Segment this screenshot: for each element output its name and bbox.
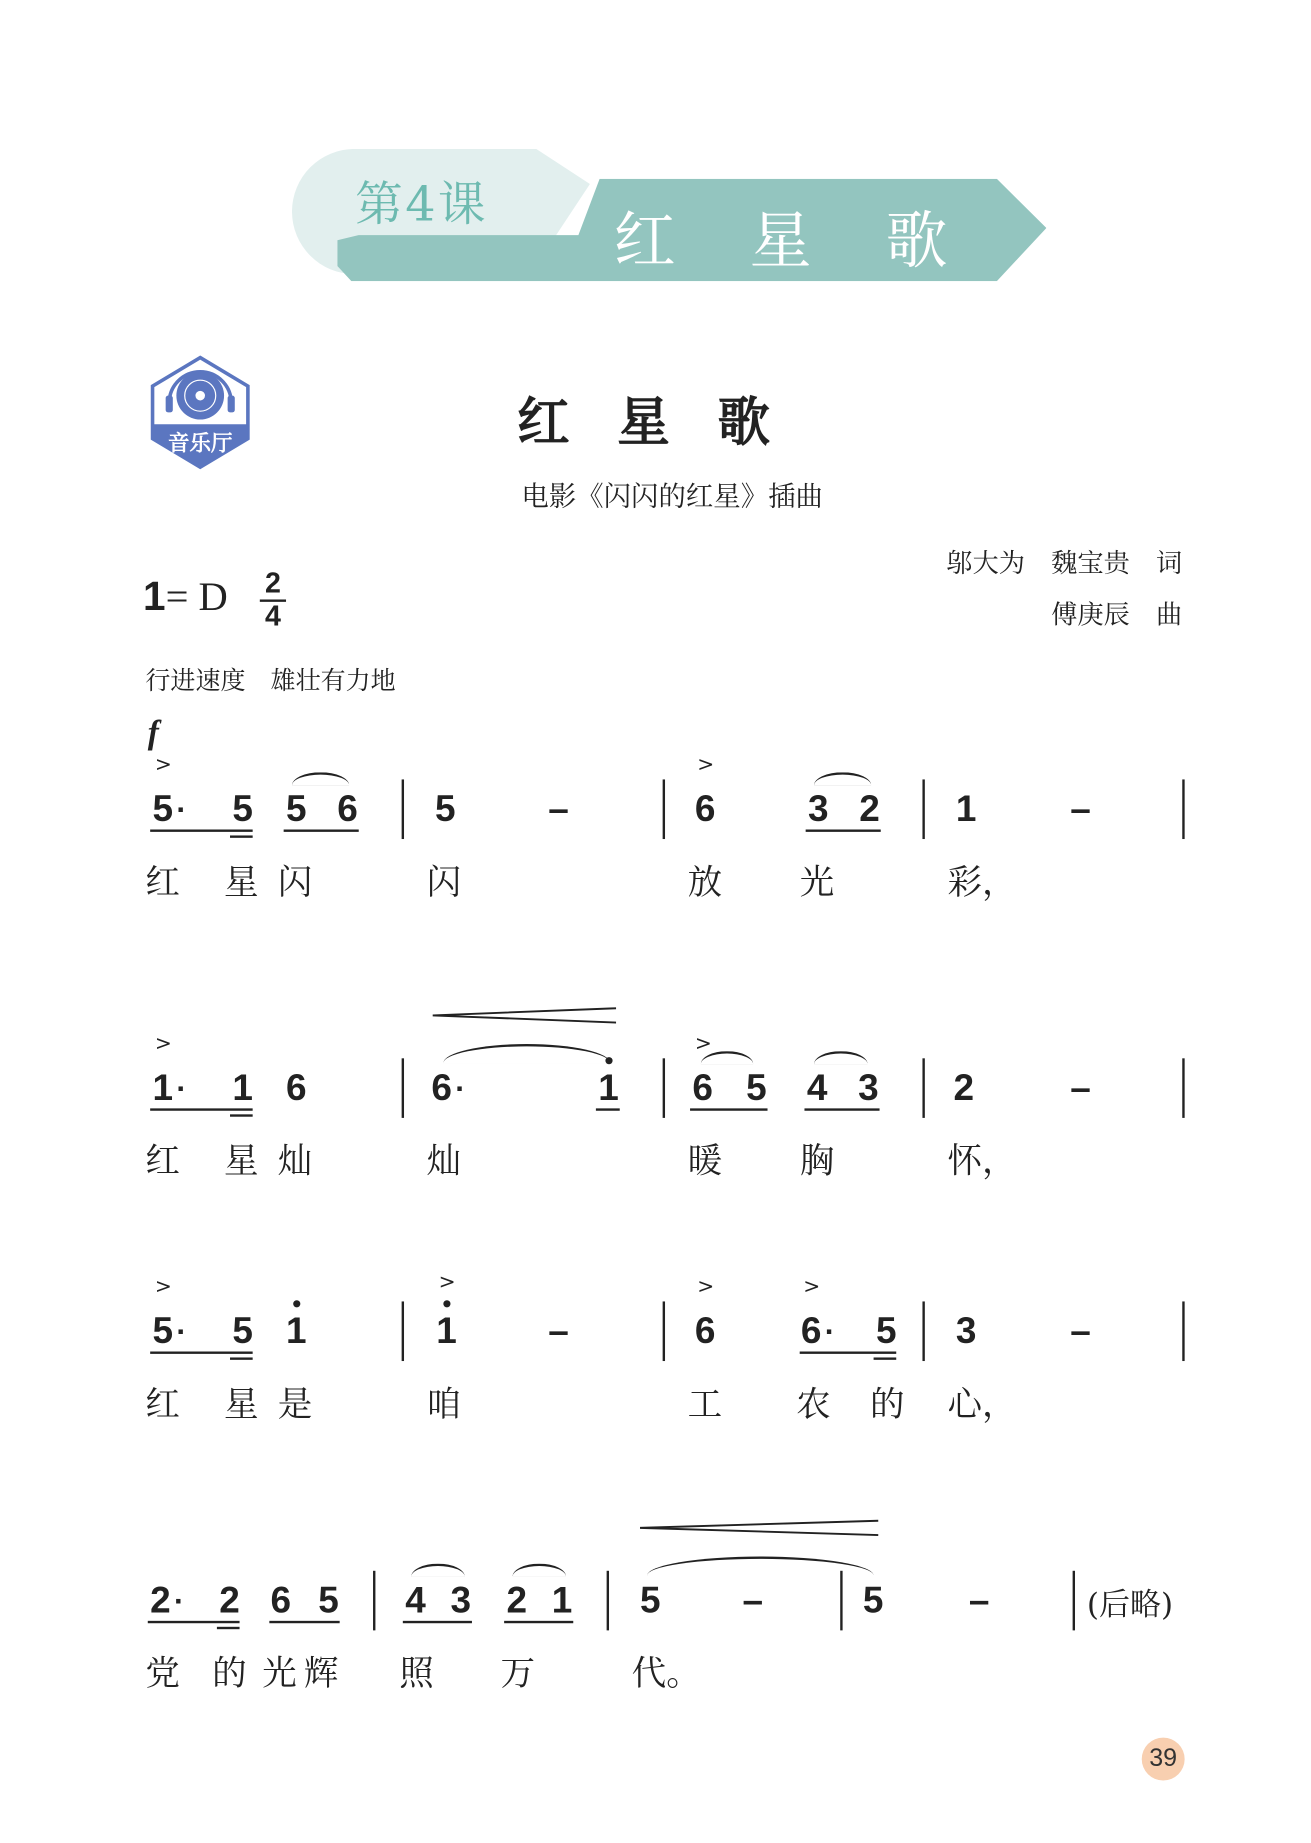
key-tonic: 1 [143,574,166,620]
underline-beam [150,829,252,831]
barline [922,1301,924,1361]
lyric: 代。 [631,1653,701,1694]
lyric: 放 [687,861,723,903]
lyric: 光 [262,1653,297,1694]
accent-mark: > [694,1032,712,1056]
underline-beam [150,1108,252,1110]
lyric: 彩， [947,861,1017,903]
barline [402,1058,404,1118]
key-name: = D [165,575,228,620]
lyric: 光 [799,861,835,903]
augmentation-dot: · [176,791,187,828]
barline [1182,1058,1184,1118]
note: 3 [858,1066,879,1109]
lyric: 照 [399,1653,434,1694]
lyricist-credit: 邬大为 魏宝贵 词 [946,549,1183,580]
accent-mark: > [697,1275,715,1300]
note: 4 [806,1066,828,1109]
note: 1 [232,1066,253,1109]
lyric: 的 [870,1383,905,1425]
barline [663,1301,665,1361]
accent-mark: > [154,753,172,778]
underline-beam [874,1357,897,1359]
augmentation-dot: · [176,1070,187,1106]
note: 5 [875,1309,897,1352]
underline-beam [690,1108,767,1110]
time-bottom: 4 [264,600,281,633]
slur [512,1564,566,1577]
accent-mark: > [154,1275,172,1300]
augmentation-dot: · [455,1070,466,1106]
lyric: 闪 [277,861,313,903]
note: 1 [152,1066,174,1109]
augmentation-dot: · [176,1313,187,1350]
note: 1 [955,787,977,830]
underline-beam [800,1352,897,1354]
lesson-number: 第4课 [355,177,488,233]
lyric: 咱 [426,1383,462,1425]
note: 5 [232,1309,253,1352]
underline-beam [150,1352,252,1354]
slur [814,1051,868,1064]
composer-credit: 傅庚辰 曲 [1051,600,1183,631]
time-signature [260,567,286,633]
song-subtitle: 电影《闪闪的红星》插曲 [521,481,823,513]
accent-mark: > [154,1032,172,1056]
slur [814,772,871,785]
note: 4 [405,1579,426,1621]
note: 5 [746,1066,767,1109]
slur [411,1564,465,1577]
lyric: 农 [796,1383,831,1425]
note: 6 [337,787,358,830]
underline-beam [230,1114,253,1116]
sustain-dash: – [548,787,569,830]
note: 2 [219,1579,240,1621]
note: 3 [808,787,829,830]
note: 3 [955,1309,977,1352]
lyric: 星 [224,1140,259,1182]
lyric: 胸 [799,1140,835,1182]
barline [1073,1571,1075,1631]
lyric: 万 [500,1653,536,1694]
key-signature [143,574,228,620]
note: 5 [286,787,307,830]
dynamic-forte: f [147,715,159,753]
lyric: 灿 [426,1140,462,1182]
lyric: 党 [145,1653,180,1694]
octave-high-dot [293,1300,300,1307]
barline [1182,1301,1184,1361]
lyric: 星 [224,1383,259,1425]
time-top: 2 [264,567,281,600]
note: 6 [286,1066,307,1109]
ending-note: (后略) [1086,1587,1174,1624]
accent-mark: > [438,1270,456,1295]
sustain-dash: – [548,1309,569,1352]
octave-high-dot [443,1300,450,1307]
accent-mark: > [803,1275,821,1300]
underline-beam [269,1621,339,1623]
lyric: 怀， [947,1140,1017,1182]
crescendo-hairpin [640,1518,878,1535]
underline-beam [804,1108,879,1110]
note: 6 [694,1309,716,1352]
sustain-dash: – [1070,787,1091,830]
sustain-dash: – [742,1579,764,1621]
barline [840,1571,842,1631]
note: 5 [862,1579,884,1621]
lyric: 红 [145,1140,180,1182]
note: 6 [431,1066,452,1109]
sustain-dash: – [1070,1309,1091,1352]
note: 1 [598,1066,619,1109]
song-title: 红星歌 [517,392,818,453]
page-number: 39 [1142,1738,1185,1781]
note: 6 [270,1579,292,1621]
note: 5 [152,787,174,830]
barline [922,1058,924,1118]
barline [663,779,665,839]
lyric: 暖 [687,1140,723,1182]
lyric: 的 [212,1653,247,1694]
underline-beam [230,835,253,837]
lyric: 闪 [426,861,462,903]
note: 5 [318,1579,339,1621]
barline [607,1571,609,1631]
lesson-title: 红星歌 [613,206,1022,278]
lyric: 是 [277,1383,313,1425]
lyric: 心， [947,1383,1017,1425]
underline-beam [504,1621,573,1623]
note: 6 [694,787,716,830]
lyric: 星 [224,861,259,903]
note: 1 [436,1309,457,1352]
sustain-dash: – [1070,1066,1091,1109]
underline-beam [596,1108,620,1110]
lyric: 辉 [303,1653,339,1694]
tempo-marking: 行进速度 雄壮有力地 [145,666,396,695]
barline [402,1301,404,1361]
barline [373,1571,375,1631]
lyric: 红 [145,1383,180,1425]
accent-mark: > [697,753,715,778]
note: 6 [800,1309,822,1352]
augmentation-dot: · [824,1313,836,1350]
note: 2 [859,787,880,830]
logo-label: 音乐厅 [168,431,233,457]
note: 3 [450,1579,472,1621]
note: 5 [639,1579,661,1621]
barline [402,779,404,839]
note: 2 [150,1579,171,1621]
note: 1 [286,1309,307,1352]
crescendo-hairpin [433,1006,617,1023]
lyric: 工 [687,1383,723,1425]
underline-beam [148,1621,240,1623]
note: 6 [692,1066,713,1109]
note: 5 [232,787,253,830]
note: 5 [435,787,456,830]
sustain-dash: – [968,1579,990,1621]
underline-beam [230,1357,253,1359]
barline [922,779,924,839]
augmentation-dot: · [174,1582,185,1619]
slur [292,772,349,785]
lyric: 灿 [277,1140,313,1182]
lyric: 红 [145,861,180,903]
underline-beam [284,829,359,831]
underline-beam [806,829,881,831]
note: 2 [953,1066,974,1109]
barline [1182,779,1184,839]
note: 1 [551,1579,573,1621]
slur [443,1044,610,1063]
underline-beam [403,1621,472,1623]
underline-beam [217,1627,240,1629]
barline [663,1058,665,1118]
note: 5 [152,1309,174,1352]
note: 2 [506,1579,528,1621]
